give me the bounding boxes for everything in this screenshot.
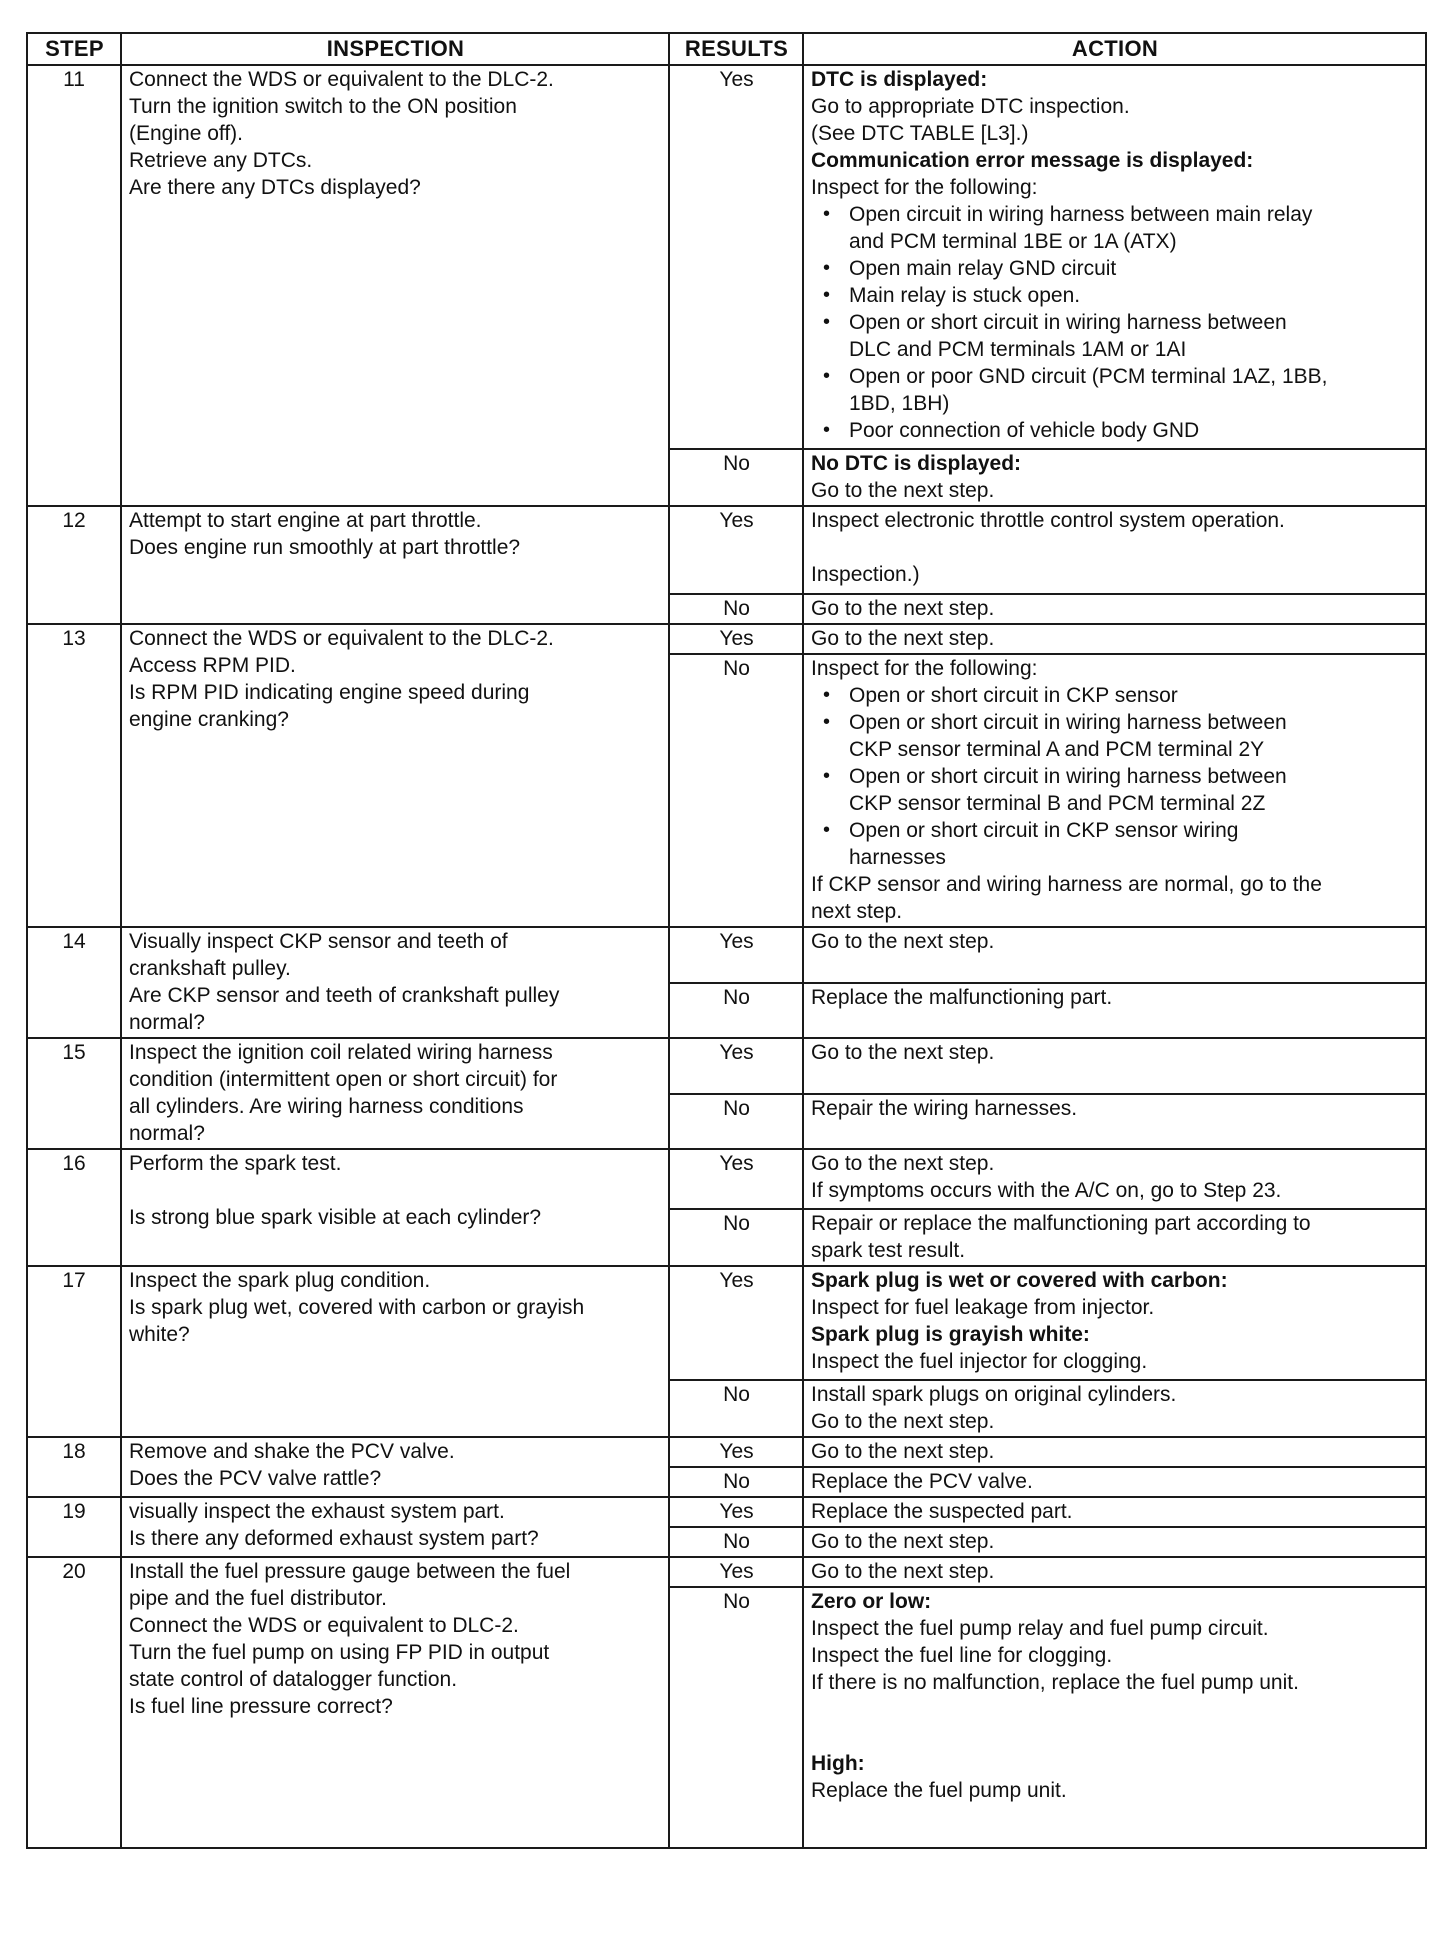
diagnostic-table [26, 32, 1427, 1849]
table-row [27, 1038, 1426, 1094]
bullet-line: • Open or short circuit in CKP sensor wiring [849, 819, 1239, 842]
inspection-line: Are there any DTCs displayed? [129, 176, 421, 199]
action-line: Go to the next step. [811, 1410, 995, 1433]
inspection-line: Does engine run smoothly at part throttle? [129, 536, 521, 559]
result-yes: Yes [669, 506, 803, 594]
result-yes: Yes [669, 927, 803, 983]
action-line: Inspect for the following: [811, 657, 1038, 680]
inspection-line: state control of datalogger function. [129, 1668, 458, 1691]
table-row [27, 65, 1426, 449]
inspection-cell [121, 624, 669, 927]
blank-line [811, 1696, 1419, 1723]
bullet-line: • Open main relay GND circuit [849, 257, 1117, 280]
header-row [27, 33, 1426, 65]
inspection-line: Is strong blue spark visible at each cylinder? [129, 1206, 542, 1229]
bullet-line: and PCM terminal 1BE or 1A (ATX) [849, 230, 1177, 253]
bullet-line: DLC and PCM terminals 1AM or 1AI [849, 338, 1187, 361]
action-line: Inspect the fuel line for clogging. [811, 1644, 1113, 1667]
inspection-line: Turn the ignition switch to the ON position [129, 95, 517, 118]
header-inspection: INSPECTION [121, 33, 669, 65]
action-cell: Go to the next step. [803, 594, 1426, 624]
result-no: No [669, 1527, 803, 1557]
blank-line [811, 1723, 1419, 1750]
action-line: Inspect the fuel injector for clogging. [811, 1350, 1148, 1373]
action-cell [803, 654, 1426, 927]
inspection-line: Is RPM PID indicating engine speed during [129, 681, 530, 704]
bullet-line: • Main relay is stuck open. [849, 284, 1081, 307]
bullet-line: • Poor connection of vehicle body GND [849, 419, 1200, 442]
action-heading: No DTC is displayed: [811, 452, 1022, 475]
step-number: 13 [27, 624, 121, 927]
list-item [849, 363, 1419, 417]
action-cell: Replace the malfunctioning part. [803, 983, 1426, 1039]
action-cell: Replace the PCV valve. [803, 1467, 1426, 1497]
header-action: ACTION [803, 33, 1426, 65]
result-yes: Yes [669, 624, 803, 654]
table-row [27, 624, 1426, 654]
table-row [27, 1557, 1426, 1587]
table-row [27, 1497, 1426, 1527]
inspection-line: pipe and the fuel distributor. [129, 1587, 388, 1610]
inspection-line: Inspect the spark plug condition. [129, 1269, 431, 1292]
result-no: No [669, 594, 803, 624]
inspection-line: visually inspect the exhaust system part. [129, 1500, 505, 1523]
action-line: Replace the fuel pump unit. [811, 1779, 1067, 1802]
table-row [27, 506, 1426, 594]
step-number: 17 [27, 1266, 121, 1437]
action-line: Repair or replace the malfunctioning part according to [811, 1212, 1311, 1235]
action-line: Inspection.) [811, 563, 920, 586]
action-line: Install spark plugs on original cylinders. [811, 1383, 1177, 1406]
inspection-cell [121, 1557, 669, 1848]
action-line: Inspect the fuel pump relay and fuel pump circuit. [811, 1617, 1269, 1640]
action-cell: Go to the next step. [803, 1557, 1426, 1587]
step-number: 16 [27, 1149, 121, 1266]
bullet-line: 1BD, 1BH) [849, 392, 950, 415]
inspection-line: Connect the WDS or equivalent to DLC-2. [129, 1614, 519, 1637]
action-cell [803, 1380, 1426, 1437]
result-no: No [669, 654, 803, 927]
bullet-line: harnesses [849, 846, 946, 869]
action-cell: Go to the next step. [803, 1437, 1426, 1467]
bullet-line: • Open or short circuit in wiring harness between [849, 765, 1287, 788]
step-number: 11 [27, 65, 121, 506]
inspection-line: Attempt to start engine at part throttle. [129, 509, 482, 532]
inspection-line: Remove and shake the PCV valve. [129, 1440, 455, 1463]
action-cell [803, 506, 1426, 594]
inspection-line: normal? [129, 1122, 205, 1145]
inspection-line: Is there any deformed exhaust system part? [129, 1527, 539, 1550]
inspection-cell [121, 1266, 669, 1437]
action-heading: High: [811, 1752, 865, 1775]
result-yes: Yes [669, 1149, 803, 1209]
inspection-line: Install the fuel pressure gauge between the fuel [129, 1560, 571, 1583]
action-cell [803, 1149, 1426, 1209]
step-number: 18 [27, 1437, 121, 1497]
result-yes: Yes [669, 1266, 803, 1380]
inspection-line: normal? [129, 1011, 205, 1034]
list-item [849, 709, 1419, 763]
list-item [849, 282, 1419, 309]
action-cell: Go to the next step. [803, 1038, 1426, 1094]
inspection-cell [121, 65, 669, 506]
inspection-line: Retrieve any DTCs. [129, 149, 313, 172]
action-cell: Go to the next step. [803, 624, 1426, 654]
result-no: No [669, 1467, 803, 1497]
inspection-cell [121, 1497, 669, 1557]
inspection-cell [121, 1437, 669, 1497]
action-line: If there is no malfunction, replace the fuel pump unit. [811, 1671, 1299, 1694]
action-line: Inspect for fuel leakage from injector. [811, 1296, 1155, 1319]
inspection-line: condition (intermittent open or short circuit) for [129, 1068, 558, 1091]
bullet-line: • Open or short circuit in wiring harness between [849, 311, 1287, 334]
action-cell [803, 1209, 1426, 1266]
step-number: 14 [27, 927, 121, 1038]
result-yes: Yes [669, 1437, 803, 1467]
bullet-line: CKP sensor terminal B and PCM terminal 2Z [849, 792, 1266, 815]
list-item [849, 201, 1419, 255]
inspection-line: (Engine off). [129, 122, 244, 145]
blank-line [129, 1177, 662, 1204]
inspection-line: Access RPM PID. [129, 654, 296, 677]
bullet-line: • Open or short circuit in CKP sensor [849, 684, 1178, 707]
step-number: 20 [27, 1557, 121, 1848]
table-row [27, 1149, 1426, 1209]
action-line: spark test result. [811, 1239, 966, 1262]
table-row [27, 1437, 1426, 1467]
result-no: No [669, 1094, 803, 1150]
table-row [27, 927, 1426, 983]
list-item [849, 763, 1419, 817]
action-cell [803, 1587, 1426, 1848]
inspection-line: white? [129, 1323, 190, 1346]
step-number: 12 [27, 506, 121, 624]
inspection-cell [121, 1149, 669, 1266]
action-cell [803, 1266, 1426, 1380]
list-item [849, 817, 1419, 871]
action-cell: Go to the next step. [803, 1527, 1426, 1557]
inspection-cell [121, 927, 669, 1038]
action-line: If symptoms occurs with the A/C on, go to Step 23. [811, 1179, 1282, 1202]
action-cell: Go to the next step. [803, 927, 1426, 983]
result-yes: Yes [669, 1497, 803, 1527]
action-heading: DTC is displayed: [811, 68, 988, 91]
result-yes: Yes [669, 1038, 803, 1094]
list-item [849, 682, 1419, 709]
header-results: RESULTS [669, 33, 803, 65]
action-heading: Spark plug is wet or covered with carbon: [811, 1269, 1228, 1292]
result-no: No [669, 1587, 803, 1848]
inspection-sheet [26, 32, 1425, 1849]
inspection-cell [121, 1038, 669, 1149]
blank-line [811, 534, 1419, 561]
bullet-line: • Open circuit in wiring harness between main relay [849, 203, 1313, 226]
inspection-line: Connect the WDS or equivalent to the DLC-2. [129, 68, 554, 91]
action-cell [803, 65, 1426, 449]
inspection-line: engine cranking? [129, 708, 289, 731]
action-line: Inspect for the following: [811, 176, 1038, 199]
inspection-line: Does the PCV valve rattle? [129, 1467, 382, 1490]
action-cell: Repair the wiring harnesses. [803, 1094, 1426, 1150]
action-line: Go to appropriate DTC inspection. [811, 95, 1130, 118]
bullet-list [811, 201, 1419, 444]
bullet-line: • Open or short circuit in wiring harness between [849, 711, 1287, 734]
step-number: 19 [27, 1497, 121, 1557]
inspection-cell [121, 506, 669, 624]
inspection-line: crankshaft pulley. [129, 957, 291, 980]
action-line: Go to the next step. [811, 1152, 995, 1175]
bullet-line: CKP sensor terminal A and PCM terminal 2Y [849, 738, 1265, 761]
list-item [849, 417, 1419, 444]
inspection-line: Perform the spark test. [129, 1152, 342, 1175]
result-no: No [669, 449, 803, 506]
action-heading: Zero or low: [811, 1590, 932, 1613]
result-yes: Yes [669, 65, 803, 449]
inspection-line: Are CKP sensor and teeth of crankshaft pulley [129, 984, 560, 1007]
inspection-line: Visually inspect CKP sensor and teeth of [129, 930, 508, 953]
result-no: No [669, 1380, 803, 1437]
bullet-list [811, 682, 1419, 871]
action-line: If CKP sensor and wiring harness are normal, go to the [811, 873, 1322, 896]
inspection-line: Is spark plug wet, covered with carbon or grayish [129, 1296, 585, 1319]
list-item [849, 309, 1419, 363]
action-line: (See DTC TABLE [L3].) [811, 122, 1029, 145]
list-item [849, 255, 1419, 282]
inspection-line: Connect the WDS or equivalent to the DLC-2. [129, 627, 554, 650]
header-step: STEP [27, 33, 121, 65]
step-number: 15 [27, 1038, 121, 1149]
table-row [27, 1266, 1426, 1380]
inspection-line: Is fuel line pressure correct? [129, 1695, 393, 1718]
action-cell: Replace the suspected part. [803, 1497, 1426, 1527]
result-no: No [669, 1209, 803, 1266]
result-no: No [669, 983, 803, 1039]
action-line: Inspect electronic throttle control system operation. [811, 509, 1285, 532]
bullet-line: • Open or poor GND circuit (PCM terminal 1AZ, 1BB, [849, 365, 1328, 388]
inspection-line: all cylinders. Are wiring harness conditions [129, 1095, 524, 1118]
action-line: Go to the next step. [811, 479, 995, 502]
action-heading: Communication error message is displayed: [811, 149, 1254, 172]
result-yes: Yes [669, 1557, 803, 1587]
action-cell [803, 449, 1426, 506]
action-line: next step. [811, 900, 903, 923]
inspection-line: Turn the fuel pump on using FP PID in output [129, 1641, 550, 1664]
action-heading: Spark plug is grayish white: [811, 1323, 1090, 1346]
inspection-line: Inspect the ignition coil related wiring harness [129, 1041, 553, 1064]
